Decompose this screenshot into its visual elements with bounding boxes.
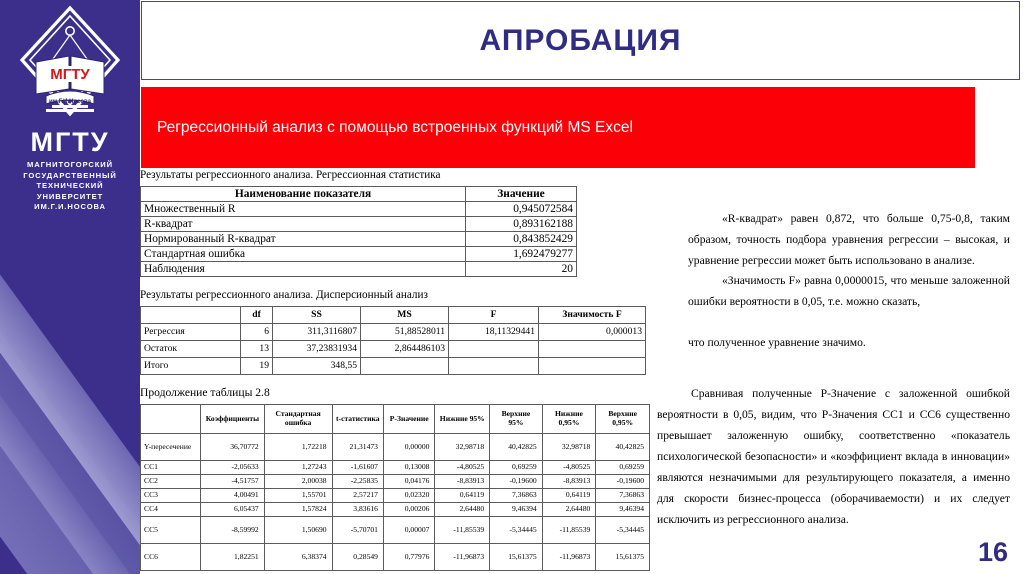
data-cell: 40,42825 [596, 434, 650, 461]
data-cell: 1,55701 [264, 489, 332, 503]
data-cell: 15,61375 [490, 544, 543, 571]
data-cell: -11,96873 [435, 544, 490, 571]
column-header: t-статистика [332, 405, 383, 434]
subtitle-banner [141, 87, 975, 168]
subtitle-text: Регрессионный анализ с помощью встроенных функций MS Excel [157, 118, 633, 136]
column-header: Нижние 95% [435, 405, 490, 434]
logo-line-2: ГОСУДАРСТВЕННЫЙ [23, 170, 117, 180]
column-header: P-Значение [383, 405, 434, 434]
data-cell: 1,82251 [201, 544, 264, 571]
data-cell: 311,3116807 [273, 324, 361, 341]
data-cell: 0,69259 [490, 461, 543, 475]
data-cell: 32,98718 [542, 434, 596, 461]
table-row [141, 217, 577, 232]
data-cell: 348,55 [273, 358, 361, 375]
data-cell: -4,80525 [435, 461, 490, 475]
column-header: Нижние 0,95% [542, 405, 596, 434]
data-cell [449, 341, 539, 358]
stat-name-cell: Наблюдения [141, 262, 466, 277]
row-label-cell: Регрессия [141, 324, 241, 341]
stat-value-cell: 20 [466, 262, 577, 277]
page-title: АПРОБАЦИЯ [479, 23, 682, 57]
table-anova [140, 306, 646, 375]
data-cell: 2,864486103 [361, 341, 449, 358]
stat-value-cell: 0,893162188 [466, 217, 577, 232]
data-cell: -0,19600 [596, 475, 650, 489]
row-label-cell: CC4 [141, 503, 201, 517]
table-row [141, 503, 650, 517]
data-cell: -5,34445 [490, 517, 543, 544]
stat-value-cell: 1,692479277 [466, 247, 577, 262]
data-cell: 32,98718 [435, 434, 490, 461]
university-emblem-icon [16, 4, 124, 122]
data-cell: 6,05437 [201, 503, 264, 517]
row-label-cell: Остаток [141, 341, 241, 358]
table-header-row [141, 187, 577, 202]
row-label-cell: CC2 [141, 475, 201, 489]
data-cell [539, 341, 646, 358]
table-row [141, 517, 650, 544]
data-cell: 9,46394 [596, 503, 650, 517]
logo-full-name [0, 160, 140, 213]
column-header: df [241, 307, 273, 324]
data-cell: -11,85539 [542, 517, 596, 544]
column-header: Верхние 0,95% [596, 405, 650, 434]
row-label-cell: Y-пересечение [141, 434, 201, 461]
data-cell: 6,38374 [264, 544, 332, 571]
paragraph-significance-f: «Значимость F» равна 0,0000015, что меньше заложенной ошибки вероятности в 0,05, т.е. можно сказать, [688, 274, 1010, 308]
data-cell: 9,46394 [490, 503, 543, 517]
table-row [141, 341, 646, 358]
table-row [141, 544, 650, 571]
logo-line-4: УНИВЕРСИТЕТ [36, 191, 104, 201]
data-cell: -8,59992 [201, 517, 264, 544]
data-cell: 0,04176 [383, 475, 434, 489]
data-cell: 7,36863 [596, 489, 650, 503]
column-header: F [449, 307, 539, 324]
column-header: MS [361, 307, 449, 324]
table-row [141, 461, 650, 475]
column-header: Верхние 95% [490, 405, 543, 434]
column-header [141, 405, 201, 434]
stat-value-cell: 0,945072584 [466, 202, 577, 217]
data-cell: 0,00007 [383, 517, 434, 544]
table-row [141, 358, 646, 375]
logo-line-1: МАГНИТОГОРСКИЙ [26, 160, 114, 169]
data-cell: -5,70701 [332, 517, 383, 544]
caption-regression-statistics: Результаты регрессионного анализа. Регрессионная статистика [140, 169, 441, 181]
column-header: Значение [466, 187, 577, 202]
data-cell: 0,64119 [435, 489, 490, 503]
data-cell: 0,00206 [383, 503, 434, 517]
data-cell: 2,57217 [332, 489, 383, 503]
data-cell: 0,02320 [383, 489, 434, 503]
data-cell: -11,85539 [435, 517, 490, 544]
data-cell: -4,51757 [201, 475, 264, 489]
stat-name-cell: Стандартная ошибка [141, 247, 466, 262]
column-header: Стандартная ошибка [264, 405, 332, 434]
data-cell: 37,23831934 [273, 341, 361, 358]
svg-text:им.Г.И.Носова: им.Г.И.Носова [49, 99, 91, 105]
data-cell: 36,70772 [201, 434, 264, 461]
data-cell: 40,42825 [490, 434, 543, 461]
university-logo-text [0, 128, 140, 213]
data-cell: 0,13008 [383, 461, 434, 475]
table-regression-statistics [140, 186, 577, 277]
data-cell: 18,11329441 [449, 324, 539, 341]
table-row [141, 232, 577, 247]
data-cell: 15,61375 [596, 544, 650, 571]
data-cell: 0,77976 [383, 544, 434, 571]
logo-abbreviation: МГТУ [30, 127, 110, 157]
logo-line-5: ИМ.Г.И.НОСОВА [34, 202, 106, 211]
data-cell: 1,57824 [264, 503, 332, 517]
data-cell: 1,50690 [264, 517, 332, 544]
data-cell: -8,83913 [435, 475, 490, 489]
column-header: Значимость F [539, 307, 646, 324]
data-cell: 2,64480 [542, 503, 596, 517]
table-coefficients [140, 404, 650, 571]
paragraph-equation-significant: что полученное уравнение значимо. [688, 336, 866, 349]
table-header-row [141, 405, 650, 434]
slide-title-box [141, 1, 1020, 80]
column-header: SS [273, 307, 361, 324]
data-cell [539, 358, 646, 375]
data-cell: 19 [241, 358, 273, 375]
row-label-cell: Итого [141, 358, 241, 375]
column-header: Коэффициенты [201, 405, 264, 434]
row-label-cell: CC5 [141, 517, 201, 544]
table-row [141, 475, 650, 489]
table-header-row [141, 307, 646, 324]
data-cell: 51,88528011 [361, 324, 449, 341]
data-cell: -5,34445 [596, 517, 650, 544]
data-cell: 2,00038 [264, 475, 332, 489]
stat-name-cell: R-квадрат [141, 217, 466, 232]
svg-text:МГТУ: МГТУ [50, 66, 90, 83]
data-cell: 0,28549 [332, 544, 383, 571]
paragraph-r-squared: «R-квадрат» равен 0,872, что больше 0,75-0,8, таким образом, точность подбора уравнения регрессии – высокая, и уравнение регрессии может быть использовано в анализе. [688, 212, 1010, 267]
table-row [141, 489, 650, 503]
row-label-cell: CC6 [141, 544, 201, 571]
data-cell: 0,69259 [596, 461, 650, 475]
data-cell: 13 [241, 341, 273, 358]
data-cell: -0,19600 [490, 475, 543, 489]
data-cell: -4,80525 [542, 461, 596, 475]
sidebar-branding-panel [0, 0, 140, 574]
data-cell: -1,61607 [332, 461, 383, 475]
table-row [141, 434, 650, 461]
stat-name-cell: Множественный R [141, 202, 466, 217]
data-cell: 6 [241, 324, 273, 341]
table-row [141, 262, 577, 277]
column-header [141, 307, 241, 324]
data-cell [361, 358, 449, 375]
data-cell: 2,64480 [435, 503, 490, 517]
data-cell: 0,64119 [542, 489, 596, 503]
data-cell: -2,05633 [201, 461, 264, 475]
caption-anova: Результаты регрессионного анализа. Дисперсионный анализ [140, 289, 428, 301]
page-number: 16 [977, 537, 1008, 567]
data-cell: 0,000013 [539, 324, 646, 341]
row-label-cell: CC3 [141, 489, 201, 503]
data-cell: 4,00491 [201, 489, 264, 503]
stat-value-cell: 0,843852429 [466, 232, 577, 247]
table-row [141, 202, 577, 217]
data-cell: 1,27243 [264, 461, 332, 475]
column-header: Наименование показателя [141, 187, 466, 202]
table-row [141, 324, 646, 341]
logo-line-3: ТЕХНИЧЕСКИЙ [36, 181, 104, 190]
data-cell: 1,72218 [264, 434, 332, 461]
data-cell: 3,83616 [332, 503, 383, 517]
data-cell: 7,36863 [490, 489, 543, 503]
data-cell: 0,00000 [383, 434, 434, 461]
table-row [141, 247, 577, 262]
data-cell [449, 358, 539, 375]
stat-name-cell: Нормированный R-квадрат [141, 232, 466, 247]
data-cell: 21,31473 [332, 434, 383, 461]
data-cell: -11,96873 [542, 544, 596, 571]
paragraph-p-values: Сравнивая полученные Р-Значение с заложенной ошибкой вероятности в 0,05, видим, что Р-Значения СС1 и СС6 существенно превышает заложенную ошибку, соответственно «показатель психологической безопасности» и «коэффициент вклада в инновации» являются незначимыми для результирующего показателя, а именно для скорости бизнес-процесса (оборачиваемости) и их следует исключить из регрессионного анализа. [657, 387, 1010, 526]
caption-coefficients: Продолжение таблицы 2.8 [140, 386, 270, 399]
data-cell: -8,83913 [542, 475, 596, 489]
row-label-cell: CC1 [141, 461, 201, 475]
data-cell: -2,25835 [332, 475, 383, 489]
